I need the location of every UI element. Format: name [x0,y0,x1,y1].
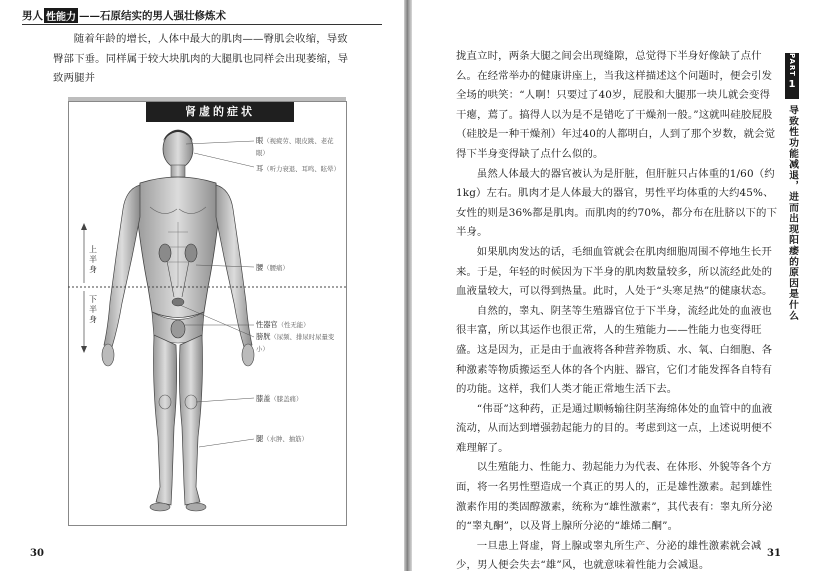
label-eyes [256,135,340,159]
book-gutter [404,0,412,571]
figure-title: 肾虚的症状 [146,102,294,122]
running-head-title-b: ——石原结实的男人强壮修炼术 [79,10,226,22]
right-page [412,0,817,571]
part-badge [785,53,799,99]
label-bladder-main: 膀胱 [256,332,271,341]
label-ears-sub: （听力衰退、耳鸣、眩晕） [263,165,340,173]
label-knees-main: 膝盖 [256,394,271,403]
left-paragraph: 随着年龄的增长，人体中最大的肌肉——臀肌会收缩，导致臀部下垂。同样属于较大块肌肉的大腿肌也同样会出现萎缩，导致两腿并 [53,33,349,85]
label-ears [256,163,340,175]
header-rule [22,24,382,25]
label-waist-main: 腰 [256,263,264,272]
right-paragraph-4: 自然的，睾丸、阴茎等生殖器官位于下半身，流经此处的血液也很丰富，所以其运作也很正常，人的生殖能力——性能力也变得旺盛。这是因为，正是由于血液将各种营养物质、水、氧、白细胞、各种激素等物质搬运至人体的各个内脏、器官，它们才能发挥各自特有的功能。这样，我们人类才能正常地生活下去。 [456,304,773,396]
label-genitals-main: 性器官 [256,320,278,329]
label-eyes-sub: （视疲劳、眼皮跳、老花眼） [256,137,334,157]
running-head-title-inverted: 性能力 [44,8,78,23]
label-genitals-sub: （性无能） [277,321,310,329]
right-body-text [456,47,778,576]
label-eyes-main: 眼 [256,136,264,145]
label-bladder [256,331,340,355]
label-knees-sub: （膝盖痛） [270,395,303,403]
left-body-text [53,30,356,89]
right-paragraph-6: 以生殖能力、性能力、勃起能力为代表、在体形、外貌等各个方面，将一名男性塑造成一个真正的男人的，正是雄性激素。起到雄性激素作用的类固醇激素，统称为“雄性激素”，其代表有：睾丸所分泌的“睾丸酮”，以及肾上腺所分泌的“雄烯二酮”。 [456,461,773,533]
upper-body-label: 上半身 [89,245,97,274]
running-head [22,8,226,23]
part-word: PART [788,53,796,77]
lower-body-label: 下半身 [89,295,97,324]
page-number-left: 30 [30,548,44,559]
chapter-side-tab [785,50,801,321]
label-waist [256,262,340,274]
anatomy-illustration [68,97,346,525]
label-legs-main: 腿 [256,434,264,443]
label-legs-sub: （水肿、抽筋） [263,435,308,443]
running-head-title-a: 男人 [22,10,43,22]
right-paragraph-2: 虽然人体最大的器官被认为是肝脏，但肝脏只占体重的1/60（约1kg）左右。肌肉才是人体最大的器官，男性平均体重的大约45%、女性的则是36%都是肌肉。而肌肉的约70%，都分布在肚脐以下的下半身。 [456,167,778,239]
label-bladder-sub: （尿频、排尿时尿量变小） [256,333,335,353]
part-number: 1 [788,78,796,90]
label-ears-main: 耳 [256,164,264,173]
right-paragraph-1: 拢直立时，两条大腿之间会出现缝隙，总觉得下半身好像缺了点什么。在经常举办的健康讲座上，当我这样描述这个问题时，便会引发全场的哄笑：“人啊！只要过了40岁，屁股和大腿那一块儿就会变得干瘪，蔫了。搞得人以为是不是错吃了干燥剂一般。”这就叫硅胶屁股（硅胶是一种干燥剂）年过40的人都明白，人到了那个岁数，就会觉得下半身变得缺了点什么似的。 [456,50,776,160]
label-knees [256,393,340,405]
right-paragraph-3: 如果肌肉发达的话，毛细血管就会在肌肉细胞周围不停地生长开来。于是，年轻的时候因为下半身的肌肉数量较多，所以流经此处的血液量较大，可以得到热量。此时，人处于“头寒足热”的健康状态。 [456,245,773,298]
right-paragraph-7: 一旦患上肾虚，肾上腺或睾丸所生产、分泌的雄性激素就会减少，男人便会失去“雄”风，也就意味着性能力会减退。 [456,539,762,572]
left-page [0,0,404,571]
right-paragraph-5: “伟哥”这种药，正是通过顺畅输往阴茎海绵体处的血管中的血液流动，从而达到增强勃起能力的目的。考虑到这一点，上述说明便不难理解了。 [456,402,773,454]
label-genitals [256,319,340,331]
label-legs [256,433,340,445]
label-waist-sub: （腰痛） [263,264,289,272]
kidney-deficiency-figure [68,97,346,525]
chapter-title-vertical: 导致性功能减退，进而出现阳痿的原因是什么 [787,105,798,321]
page-number-right: 31 [767,548,781,559]
